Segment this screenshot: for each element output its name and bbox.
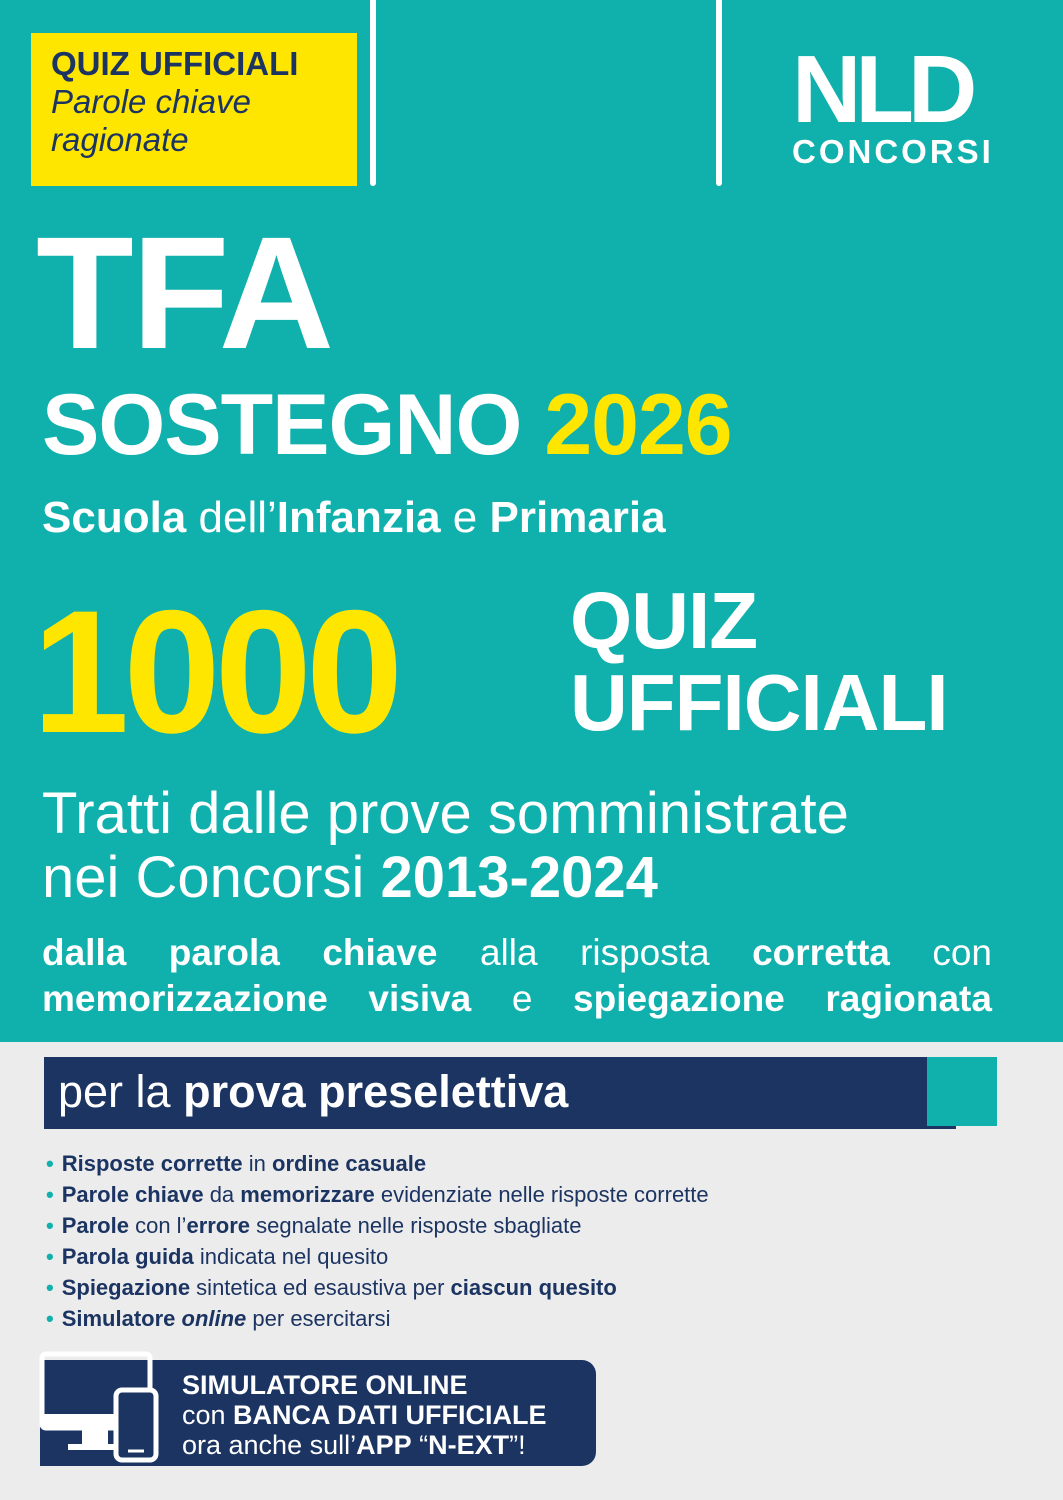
item-bold: online	[181, 1306, 247, 1331]
official-quiz-tag	[31, 33, 357, 186]
desc-word: spiegazione	[573, 978, 785, 1019]
item-text: indicata nel quesito	[193, 1244, 389, 1269]
desc-word: chiave	[322, 932, 438, 973]
tag-line-1: QUIZ UFFICIALI	[51, 45, 299, 82]
item-text: sintetica ed esaustiva per	[190, 1275, 451, 1300]
exam-banner	[44, 1057, 927, 1126]
bullet-dot-icon: •	[46, 1151, 54, 1176]
publisher-logo	[792, 36, 1012, 172]
sim-text: con	[182, 1400, 234, 1430]
logo-subtitle: CONCORSI	[792, 133, 994, 170]
item-bold: errore	[186, 1213, 251, 1238]
feature-list	[46, 1148, 709, 1334]
subtitle-line-2	[42, 846, 849, 910]
desc-word: corretta	[752, 932, 890, 973]
desc-word: memorizzazione	[42, 978, 328, 1019]
item-text: con l’	[128, 1213, 187, 1238]
list-item	[46, 1241, 709, 1272]
item-text: in	[242, 1151, 273, 1176]
banner-accent	[927, 1057, 997, 1126]
description-line-2	[42, 976, 992, 1022]
list-item	[46, 1210, 709, 1241]
title-year: 2026	[544, 377, 732, 473]
item-bold: ordine casuale	[272, 1151, 427, 1176]
desc-word: dalla	[42, 932, 127, 973]
title-sostegno	[42, 377, 732, 473]
item-text: segnalate nelle risposte sbagliate	[250, 1213, 582, 1238]
bullet-dot-icon: •	[46, 1275, 54, 1300]
sim-text: “	[411, 1430, 429, 1460]
desc-word: parola	[168, 932, 280, 973]
logo-mark: NLD	[792, 36, 972, 143]
simulator-line-1: SIMULATORE ONLINE	[182, 1370, 468, 1400]
subtitle-line-1: Tratti dalle prove somministrate	[42, 781, 849, 846]
banner-text: per la	[58, 1066, 184, 1117]
sim-bold: APP	[356, 1430, 412, 1460]
quiz-word: QUIZ	[570, 576, 758, 665]
item-text: per esercitarsi	[246, 1306, 391, 1331]
list-item	[46, 1272, 709, 1303]
item-bold: Spiegazione	[61, 1275, 191, 1300]
item-text: da	[203, 1182, 241, 1207]
school-word: Scuola	[42, 493, 187, 542]
list-item	[46, 1148, 709, 1179]
bullet-dot-icon: •	[46, 1182, 54, 1207]
item-bold: Risposte corrette	[61, 1151, 243, 1176]
title-sostegno-word: SOSTEGNO	[42, 377, 522, 473]
item-bold: memorizzare	[240, 1182, 375, 1207]
quiz-label	[570, 576, 948, 747]
subtitle	[42, 782, 849, 910]
desc-word: con	[932, 932, 992, 973]
banner-underline	[44, 1126, 956, 1129]
school-primaria: Primaria	[489, 493, 666, 542]
simulator-line-2	[182, 1400, 547, 1430]
banner-highlight: prova preselettiva	[183, 1066, 569, 1117]
sim-text: ora anche sull’	[182, 1430, 357, 1460]
item-bold: Parole	[61, 1213, 129, 1238]
simulator-line-3	[182, 1430, 547, 1460]
quiz-count: 1000	[32, 575, 398, 770]
desc-word: visiva	[368, 978, 472, 1019]
bullet-dot-icon: •	[46, 1244, 54, 1269]
bullet-dot-icon: •	[46, 1306, 54, 1331]
item-bold: ciascun quesito	[450, 1275, 617, 1300]
school-connector: e	[440, 493, 490, 542]
description	[42, 930, 992, 1022]
divider-line	[370, 0, 376, 186]
desc-word: ragionata	[825, 978, 992, 1019]
sim-bold: BANCA DATI UFFICIALE	[233, 1400, 547, 1430]
school-level	[42, 490, 666, 546]
simulator-text	[182, 1370, 547, 1460]
desc-word: e	[511, 978, 533, 1019]
desc-word: alla	[479, 932, 538, 973]
item-bold: Parole chiave	[61, 1182, 204, 1207]
computer-phone-icon	[36, 1348, 166, 1468]
subtitle-years: 2013-2024	[380, 845, 658, 910]
sim-text: ”!	[509, 1430, 526, 1460]
item-bold: Simulatore	[61, 1306, 182, 1331]
title-tfa: TFA	[36, 203, 333, 382]
list-item	[46, 1179, 709, 1210]
school-infanzia: Infanzia	[276, 493, 441, 542]
list-item	[46, 1303, 709, 1334]
ufficiali-word: UFFICIALI	[570, 658, 948, 747]
school-connector: dell’	[186, 493, 277, 542]
divider-line	[716, 0, 722, 186]
desc-word: risposta	[580, 932, 710, 973]
item-text: evidenziate nelle risposte corrette	[374, 1182, 709, 1207]
bullet-dot-icon: •	[46, 1213, 54, 1238]
subtitle-text: nei Concorsi	[42, 845, 381, 910]
description-line-1	[42, 930, 992, 976]
sim-bold: N-EXT	[428, 1430, 510, 1460]
tag-line-3: ragionate	[51, 121, 189, 158]
tag-line-2: Parole chiave	[51, 83, 251, 120]
item-bold: Parola guida	[61, 1244, 194, 1269]
